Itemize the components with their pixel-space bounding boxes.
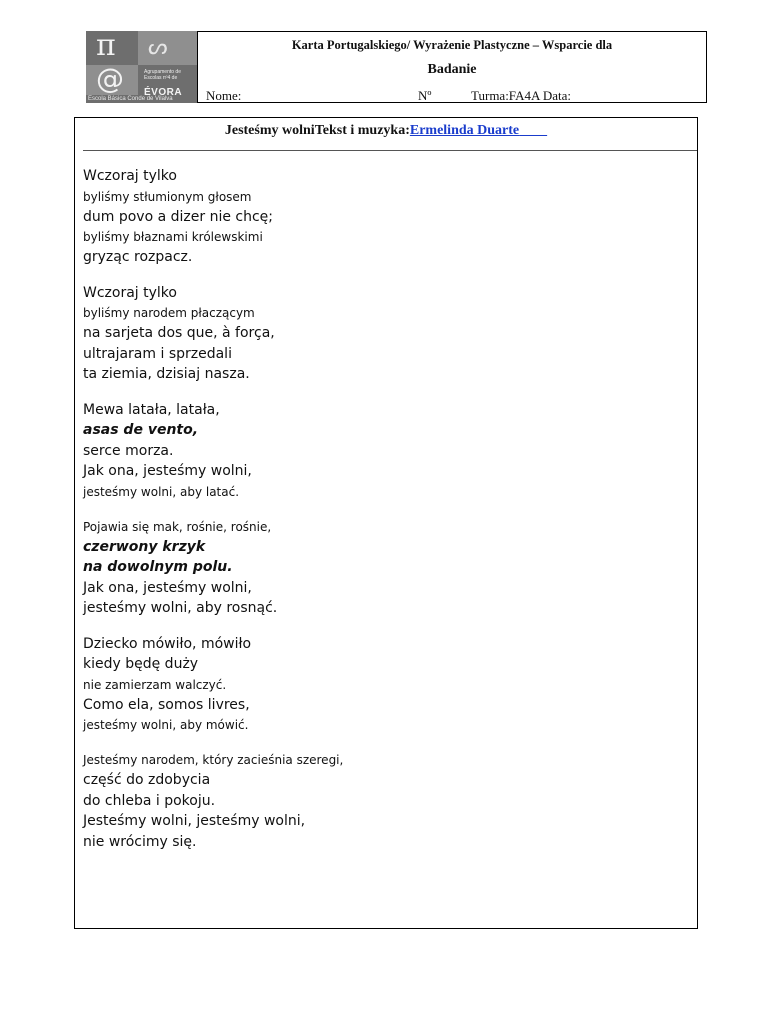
lyric-line: Mewa latała, latała,	[83, 401, 220, 418]
lyric-line: byliśmy stłumionym głosem	[83, 189, 252, 204]
spiral-icon: ᔕ	[148, 35, 168, 60]
logo-school: Escola Básica Conde de Vilalva	[88, 96, 173, 102]
worksheet-header	[197, 31, 707, 103]
logo-city: ÉVORA	[144, 87, 183, 98]
lyric-line: byliśmy błaznami królewskimi	[83, 230, 263, 244]
lyric-line: do chleba i pokoju.	[83, 792, 216, 809]
stanza	[83, 283, 343, 385]
lyric-line: Jak ona, jesteśmy wolni,	[83, 463, 252, 479]
pi-symbol-icon: π	[96, 31, 116, 63]
lyric-line: Dziecko mówiło, mówiło	[83, 635, 252, 652]
stanza	[83, 750, 343, 852]
lyric-line: Wczoraj tylko	[83, 168, 177, 184]
stanza	[83, 634, 343, 736]
lyric-line: jesteśmy wolni, aby latać.	[83, 484, 240, 499]
nome-label: Nome:	[206, 88, 242, 103]
song-title-row	[75, 123, 697, 139]
school-logo	[86, 31, 197, 103]
stanza	[83, 166, 343, 268]
lyric-line: byliśmy narodem płaczącym	[83, 306, 255, 320]
lyric-line: Jesteśmy wolni, jesteśmy wolni,	[83, 813, 306, 829]
header-subject: Karta Portugalskiego/ Wyrażenie Plastyczne – Wsparcie dla	[291, 38, 613, 52]
lyric-line: dum povo a dizer nie chcę;	[83, 208, 273, 225]
composer-underline	[519, 123, 547, 138]
song-lyrics	[83, 166, 343, 867]
lyric-line: czerwony krzyk	[83, 538, 206, 555]
lyric-line: nie zamierzam walczyć.	[83, 677, 227, 692]
at-symbol-icon: @	[96, 62, 124, 95]
lyric-line: Pojawia się mak, rośnie, rośnie,	[83, 519, 272, 534]
lyric-line: Como ela, somos livres,	[83, 696, 250, 713]
lyric-line: Jesteśmy narodem, który zacieśnia szeregi,	[83, 753, 344, 767]
lyric-line: Wczoraj tylko	[83, 284, 177, 301]
turma-data-label: Turma:FA4A Data:	[471, 88, 572, 103]
lyric-line: Jak ona, jesteśmy wolni,	[83, 579, 252, 596]
lyric-line: jesteśmy wolni, aby rosnąć.	[83, 600, 278, 616]
lyric-line: na dowolnym polu.	[83, 559, 233, 575]
lyric-line: asas de vento,	[83, 422, 199, 438]
lyric-line: ultrajaram i sprzedali	[83, 345, 232, 362]
lyric-line: na sarjeta dos que, à força,	[83, 325, 275, 341]
logo-agrupamento-text: Agrupamento de Escolas nº4 de	[144, 69, 181, 81]
lyric-line: kiedy będę duży	[83, 656, 199, 672]
song-title: Jesteśmy wolni	[224, 123, 315, 138]
lyric-line: ta ziemia, dzisiaj nasza.	[83, 366, 250, 382]
numero-label: Nº	[418, 88, 432, 103]
stanza	[83, 400, 343, 502]
header-title: Badanie	[427, 62, 477, 77]
lyric-line: serce morza.	[83, 442, 174, 459]
lyric-line: gryząc rozpacz.	[83, 249, 193, 265]
credit-label: Tekst i muzyka:	[314, 123, 410, 138]
lyric-line: nie wrócimy się.	[83, 833, 197, 850]
composer-name: Ermelinda Duarte	[409, 123, 520, 138]
title-divider	[83, 150, 697, 151]
lyric-line: część do zdobycia	[83, 772, 211, 788]
stanza	[83, 517, 343, 619]
song-box	[74, 117, 698, 929]
lyric-line: jesteśmy wolni, aby mówić.	[83, 718, 249, 732]
